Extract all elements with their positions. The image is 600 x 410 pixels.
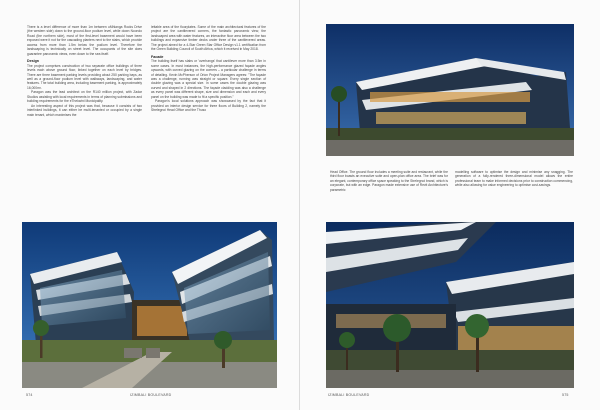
left-page-column-1 xyxy=(27,25,142,117)
section-heading-facade: Facade xyxy=(151,54,164,59)
page-number: 574 xyxy=(26,393,33,397)
paragraph: Paragon was the lead architect on the R140 million project, with Zadar Studios assisting with local requirements in terms of planning submissions and building requirements for the eThekwini Municipality. xyxy=(27,90,142,104)
right-page xyxy=(300,0,600,410)
paragraph: The building itself has slabs or 'overhangs' that cantilever more than 3.5m in some cases. In most instances, the high-performance glazed façade angles upwards, with curved glazing on the corners – a particular challenge in terms of detailing. Kevin McPherson of Orion Project Managers agrees: "The façade was a challenge, running was straight or square. Every single section of double glazing was a special size. In some cases the double glazing was curved and shaped in 2 directions. The façade cladding was also a challenge as every panel was different shape, size and dimension and each and every panel on the building was made to fit a specific position." xyxy=(151,59,266,99)
left-page-column-2 xyxy=(151,25,266,113)
right-page-column-2 xyxy=(455,170,573,188)
courtyard-night-photo xyxy=(326,222,574,388)
section-heading-design: Design xyxy=(27,59,39,64)
paragraph: Paragon's local solutions approach was showcased by the fact that it provided an interior design service for three floors of Building 2, namely the Strelegnoi Head Office and the Thuso xyxy=(151,99,266,113)
paragraph: The project comprises construction of two separate office buildings of three levels each above ground floor, linked together on each level by bridges. There are three basement parking levels providing about 250 parking bays, as well as a ground-floor podium level with walkways, landscaping, and water features. The total building area, including basement parking, is approximately 16,000m². xyxy=(27,63,142,90)
paragraph: There is a level difference of more than 1m between uMhlanga Rocks Drive (the western side) down to the ground-floor podium level, while down Ncondo Road (the northern side), most of the first-level basement would have been exposed were it not for the cascading planters next to the stairs, which provide access from more than 1.5m below the podium level. Therefore the landscaping is technically on street level. The occupants of the site does guarantee panoramic views, even down to the sea itself. xyxy=(27,25,142,56)
running-footer-title: IZIMBALI BOULEVARD xyxy=(130,393,172,397)
paragraph: Head Office. The ground floor includes a meeting suite and restaurant, while the third floor boasts an executive suite and open-plan office area. The brief was for an elegant, contemporary office space speaking to the Strelegnoi brand, which is corporate, but with an edge. Paragon made extensive use of Revit Architecture's parametric xyxy=(330,170,448,192)
right-page-column-1 xyxy=(330,170,448,192)
page-number: 575 xyxy=(562,393,569,397)
building-dusk-photo xyxy=(326,24,574,156)
paragraph: An interesting aspect of this project was that, because it consists of two interlinked buildings, it can either be multi-tenanted or occupied by a single main tenant, which maximises the xyxy=(27,103,142,117)
paragraph: modelling software to optimise the design and minimise any snagging. The generation of a fully-rendered three-dimensional model allows the entire professional team to make informed decisions prior to construction commencing, while also allowing for value engineering to optimise cost-savings. xyxy=(455,170,573,188)
running-footer-title: IZIMBALI BOULEVARD xyxy=(328,393,370,397)
paragraph: lettable area of the floorplates. Some of the main architectural features of the project are the cantilevered corners, the fantastic panoramic view, the landscaped area with water features, an interactive floor area between the two buildings and expansive timber decks under three of the cantilevered areas. The project aimed for a 4-Star Green Star Office Design v1.1 certification from the Green Building Council of South Africa, which it received in May 2018. xyxy=(151,25,266,52)
building-exterior-photo xyxy=(22,222,277,388)
